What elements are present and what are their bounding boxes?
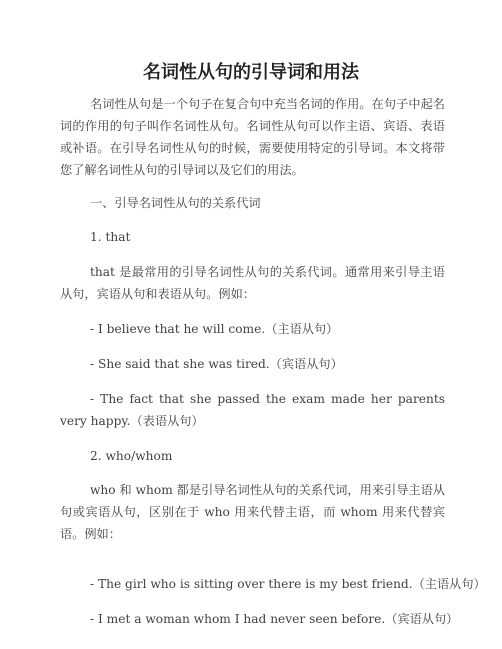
item-heading-that: 1. that <box>90 230 131 244</box>
intro-paragraph: 名词性从句是一个句子在复合句中充当名词的作用。在句子中起名词的作用的句子叫作名词性从句。名词性从句可以作主语、宾语、表语或补语。在引导名词性从句的时候，需要使用特定的引导词。本文将带您了解名词性从句的引导词以及它们的用法。 <box>60 97 445 177</box>
that-example-3: - The fact that she passed the exam made her parents very happy.（表语从句） <box>60 392 445 428</box>
document-title: 名词性从句的引导词和用法 <box>143 62 359 83</box>
section-heading: 一、引导名词性从句的关系代词 <box>90 196 261 210</box>
item-heading-who-whom: 2. who/whom <box>90 449 173 463</box>
that-example-1: - I believe that he will come.（主语从句） <box>90 322 339 336</box>
who-whom-description: who 和 whom 都是引导名词性从句的关系代词，用来引导主语从句或宾语从句，区别在于 who 用来代替主语，而 whom 用来代替宾语。例如： <box>60 483 445 541</box>
whom-example-2: - I met a woman whom I had never seen before.（宾语从句） <box>90 612 459 626</box>
that-example-2: - She said that she was tired.（宾语从句） <box>90 357 343 371</box>
who-example-1: - The girl who is sitting over there is my best friend.（主语从句） <box>90 577 486 591</box>
that-description: that 是最常用的引导名词性从句的关系代词。通常用来引导主语从句，宾语从句和表语从句。例如： <box>60 265 445 301</box>
